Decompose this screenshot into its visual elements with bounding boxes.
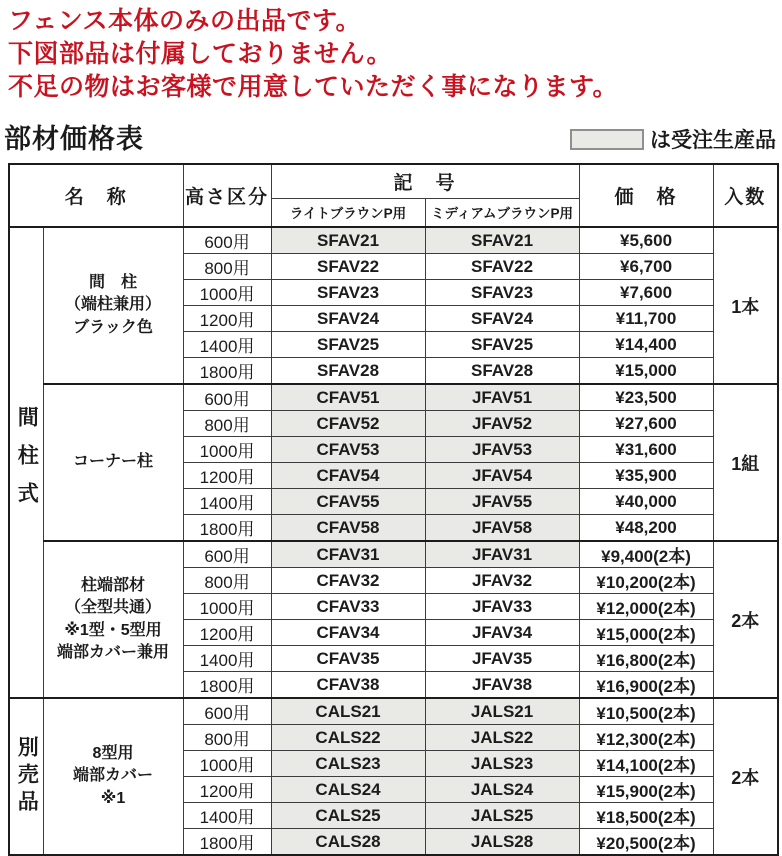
name-line: 柱端部材 [81,576,146,594]
price-cell: ¥48,200 [579,515,713,542]
table-row [9,384,778,411]
height-class-cell: 800用 [183,725,271,751]
name-line: ブラック色 [73,318,153,336]
price-cell: ¥15,000(2本) [579,620,713,646]
price-cell: ¥27,600 [579,411,713,437]
height-class-cell: 1000用 [183,280,271,306]
quantity-cell: 1本 [713,227,778,384]
code-light-brown-cell: CFAV35 [271,646,425,672]
price-cell: ¥10,200(2本) [579,568,713,594]
height-class-cell: 1800用 [183,829,271,856]
code-medium-brown-cell: JFAV58 [425,515,579,542]
price-cell: ¥20,500(2本) [579,829,713,856]
price-cell: ¥16,900(2本) [579,672,713,699]
code-light-brown-cell: CFAV55 [271,489,425,515]
code-medium-brown-cell: JALS21 [425,698,579,725]
price-cell: ¥14,100(2本) [579,751,713,777]
price-cell: ¥15,000 [579,358,713,385]
price-cell: ¥6,700 [579,254,713,280]
product-name-lines [44,745,183,808]
code-light-brown-cell: CFAV58 [271,515,425,542]
table-row [9,698,778,725]
notice-line-2: 下図部品は付属しておりません。 [8,40,393,68]
name-line: 端部カバー [73,767,154,785]
name-line: （端柱兼用） [65,296,162,314]
code-medium-brown-cell: JFAV52 [425,411,579,437]
height-class-cell: 600用 [183,384,271,411]
code-medium-brown-cell: SFAV25 [425,332,579,358]
seller-notice-block [0,0,782,104]
height-class-cell: 1000用 [183,751,271,777]
height-class-cell: 1200用 [183,620,271,646]
product-name-cell [43,384,183,541]
height-class-cell: 1400用 [183,489,271,515]
code-medium-brown-cell: JFAV31 [425,541,579,568]
product-name-lines [44,274,183,337]
price-cell: ¥15,900(2本) [579,777,713,803]
code-light-brown-cell: SFAV23 [271,280,425,306]
table-header [9,164,778,227]
product-name-lines [44,453,183,471]
price-cell: ¥5,600 [579,227,713,254]
code-light-brown-cell: CFAV34 [271,620,425,646]
height-class-cell: 1000用 [183,437,271,463]
code-light-brown-cell: CFAV53 [271,437,425,463]
parts-price-table [8,163,779,856]
code-medium-brown-cell: JALS25 [425,803,579,829]
code-light-brown-cell: CALS25 [271,803,425,829]
height-class-cell: 1200用 [183,777,271,803]
code-medium-brown-cell: JFAV51 [425,384,579,411]
table-body [9,227,778,855]
price-cell: ¥14,400 [579,332,713,358]
code-light-brown-cell: SFAV25 [271,332,425,358]
header-code: 記 号 [271,164,579,198]
price-cell: ¥35,900 [579,463,713,489]
code-light-brown-cell: CALS24 [271,777,425,803]
code-light-brown-cell: CALS21 [271,698,425,725]
code-medium-brown-cell: SFAV21 [425,227,579,254]
code-medium-brown-cell: JFAV54 [425,463,579,489]
price-cell: ¥9,400(2本) [579,541,713,568]
code-medium-brown-cell: SFAV28 [425,358,579,385]
code-medium-brown-cell: JFAV32 [425,568,579,594]
code-medium-brown-cell: JALS24 [425,777,579,803]
code-light-brown-cell: CFAV31 [271,541,425,568]
name-line: 端部カバー兼用 [57,643,170,661]
price-cell: ¥12,000(2本) [579,594,713,620]
height-class-cell: 800用 [183,568,271,594]
height-class-cell: 1200用 [183,463,271,489]
name-line: （全型共通） [65,599,162,617]
height-class-cell: 1800用 [183,515,271,542]
name-line: コーナー柱 [73,453,154,471]
section-label: 別売品 [15,736,39,817]
header-price: 価 格 [579,164,713,227]
section-label-cell [9,227,43,698]
made-to-order-legend [570,124,776,154]
price-cell: ¥18,500(2本) [579,803,713,829]
name-line: 8型用 [92,744,134,762]
legend-swatch [570,129,644,150]
table-row [9,227,778,254]
code-light-brown-cell: SFAV24 [271,306,425,332]
code-medium-brown-cell: JFAV53 [425,437,579,463]
code-medium-brown-cell: SFAV24 [425,306,579,332]
code-light-brown-cell: CFAV33 [271,594,425,620]
height-class-cell: 1000用 [183,594,271,620]
code-medium-brown-cell: JFAV38 [425,672,579,699]
code-medium-brown-cell: JFAV34 [425,620,579,646]
price-cell: ¥31,600 [579,437,713,463]
header-name: 名 称 [9,164,183,227]
quantity-cell: 2本 [713,698,778,855]
header-code-light-brown: ライトブラウンP用 [271,198,425,227]
table-row [9,541,778,568]
code-medium-brown-cell: SFAV23 [425,280,579,306]
height-class-cell: 600用 [183,227,271,254]
price-cell: ¥23,500 [579,384,713,411]
code-medium-brown-cell: JFAV35 [425,646,579,672]
code-medium-brown-cell: JFAV55 [425,489,579,515]
price-cell: ¥10,500(2本) [579,698,713,725]
code-light-brown-cell: SFAV22 [271,254,425,280]
price-cell: ¥7,600 [579,280,713,306]
code-light-brown-cell: CALS28 [271,829,425,856]
product-name-cell [43,227,183,384]
height-class-cell: 600用 [183,541,271,568]
product-name-lines [44,577,183,663]
code-light-brown-cell: SFAV21 [271,227,425,254]
product-name-cell [43,698,183,855]
name-line: 間 柱 [89,273,138,291]
code-light-brown-cell: CFAV52 [271,411,425,437]
height-class-cell: 1800用 [183,358,271,385]
code-light-brown-cell: CALS23 [271,751,425,777]
header-code-medium-brown: ミディアムブラウンP用 [425,198,579,227]
name-line: ※1 [100,789,126,807]
code-light-brown-cell: CFAV38 [271,672,425,699]
page-title: 部材価格表 [4,124,144,154]
header-quantity: 入数 [713,164,778,227]
code-light-brown-cell: CALS22 [271,725,425,751]
code-medium-brown-cell: JALS22 [425,725,579,751]
notice-line-1: フェンス本体のみの出品です。 [8,7,362,35]
height-class-cell: 800用 [183,254,271,280]
product-name-cell [43,541,183,698]
height-class-cell: 600用 [183,698,271,725]
code-medium-brown-cell: JALS23 [425,751,579,777]
code-medium-brown-cell: SFAV22 [425,254,579,280]
height-class-cell: 1800用 [183,672,271,699]
code-medium-brown-cell: JALS28 [425,829,579,856]
code-light-brown-cell: SFAV28 [271,358,425,385]
quantity-cell: 2本 [713,541,778,698]
price-cell: ¥40,000 [579,489,713,515]
notice-line-3: 不足の物はお客様で用意していただく事になります。 [8,73,619,101]
price-cell: ¥12,300(2本) [579,725,713,751]
height-class-cell: 800用 [183,411,271,437]
header-height-class: 高さ区分 [183,164,271,227]
section-label-cell [9,698,43,855]
height-class-cell: 1200用 [183,306,271,332]
height-class-cell: 1400用 [183,803,271,829]
code-light-brown-cell: CFAV32 [271,568,425,594]
height-class-cell: 1400用 [183,646,271,672]
price-cell: ¥16,800(2本) [579,646,713,672]
height-class-cell: 1400用 [183,332,271,358]
title-row [4,117,776,156]
code-light-brown-cell: CFAV51 [271,384,425,411]
section-label: 間柱式 [15,405,39,520]
quantity-cell: 1組 [713,384,778,541]
name-line: ※1型・5型用 [64,621,162,639]
legend-label: は受注生産品 [650,129,776,152]
price-cell: ¥11,700 [579,306,713,332]
code-light-brown-cell: CFAV54 [271,463,425,489]
code-medium-brown-cell: JFAV33 [425,594,579,620]
